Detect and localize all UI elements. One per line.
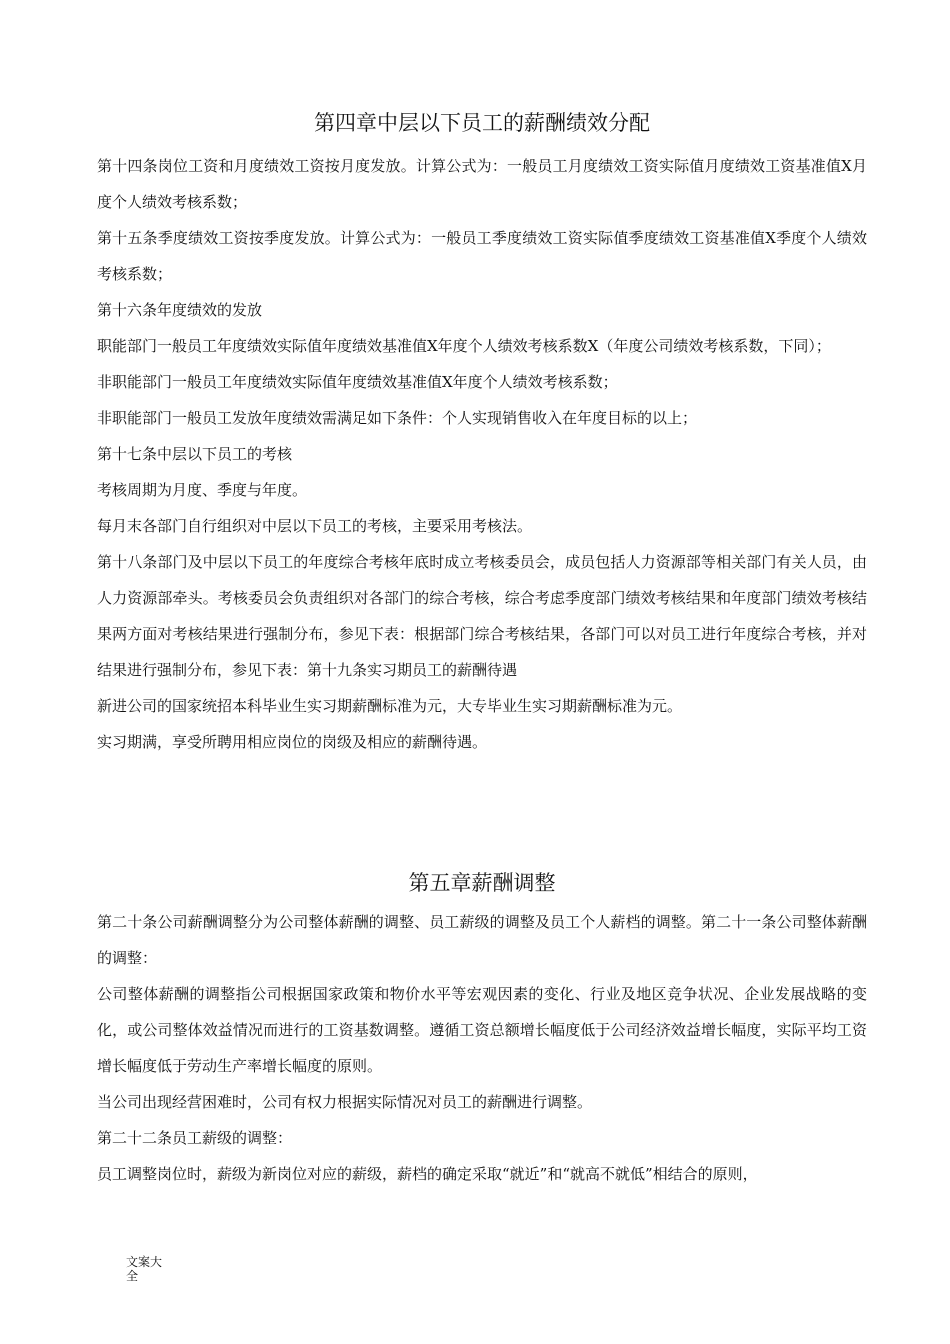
paragraph: 当公司出现经营困难时，公司有权力根据实际情况对员工的薪酬进行调整。 (97, 1093, 593, 1111)
paragraph: 职能部门一般员工年度绩效实际值年度绩效基准值X年度个人绩效考核系数X（年度公司绩效考核系数，下同）； (97, 337, 831, 355)
footer-text: 文案大全 (126, 1255, 163, 1283)
paragraph: 第十八条部门及中层以下员工的年度综合考核年底时成立考核委员会，成员包括人力资源部等相关部门有关人员，由人力资源部牵头。考核委员会负责组织对各部门的综合考核，综合考虑季度部门绩效考核结果和年度部门绩效考核结果两方面对考核结果进行强制分布，参见下表：根据部门综合考核结果，各部门可以对员工进行年度综合考核，并对结果进行强制分布，参见下表：第十九条实习期员工的薪酬待遇 (97, 553, 867, 679)
paragraph: 第二十条公司薪酬调整分为公司整体薪酬的调整、员工薪级的调整及员工个人薪档的调整。第二十一条公司整体薪酬的调整： (97, 913, 867, 967)
paragraph: 非职能部门一般员工发放年度绩效需满足如下条件：个人实现销售收入在年度目标的以上； (97, 409, 698, 427)
paragraph: 实习期满，享受所聘用相应岗位的岗级及相应的薪酬待遇。 (97, 733, 488, 751)
paragraph: 员工调整岗位时，薪级为新岗位对应的薪级，薪档的确定采取“就近”和“就高不就低”相结合的原则， (97, 1165, 758, 1183)
paragraph: 考核周期为月度、季度与年度。 (97, 481, 308, 499)
paragraph: 新进公司的国家统招本科毕业生实习期薪酬标准为元，大专毕业生实习期薪酬标准为元。 (97, 697, 683, 715)
paragraph: 第二十二条员工薪级的调整： (97, 1129, 293, 1147)
paragraph: 第十五条季度绩效工资按季度发放。计算公式为：一般员工季度绩效工资实际值季度绩效工资基准值X季度个人绩效考核系数； (97, 229, 867, 283)
chapter-5-body (97, 904, 867, 1192)
paragraph: 第十七条中层以下员工的考核 (97, 445, 293, 463)
chapter-5-title: 第五章薪酬调整 (408, 871, 556, 895)
paragraph: 公司整体薪酬的调整指公司根据国家政策和物价水平等宏观因素的变化、行业及地区竞争状况、企业发展战略的变化，或公司整体效益情况而进行的工资基数调整。遵循工资总额增长幅度低于公司经济效益增长幅度，实际平均工资增长幅度低于劳动生产率增长幅度的原则。 (97, 985, 867, 1075)
chapter-4-title: 第四章中层以下员工的薪酬绩效分配 (314, 111, 650, 135)
chapter-4-body (97, 148, 867, 760)
paragraph: 第十六条年度绩效的发放 (97, 301, 263, 319)
paragraph: 非职能部门一般员工年度绩效实际值年度绩效基准值X年度个人绩效考核系数； (97, 373, 618, 391)
paragraph: 第十四条岗位工资和月度绩效工资按月度发放。计算公式为：一般员工月度绩效工资实际值月度绩效工资基准值X月度个人绩效考核系数； (97, 157, 867, 211)
paragraph: 每月末各部门自行组织对中层以下员工的考核，主要采用考核法。 (97, 517, 533, 535)
